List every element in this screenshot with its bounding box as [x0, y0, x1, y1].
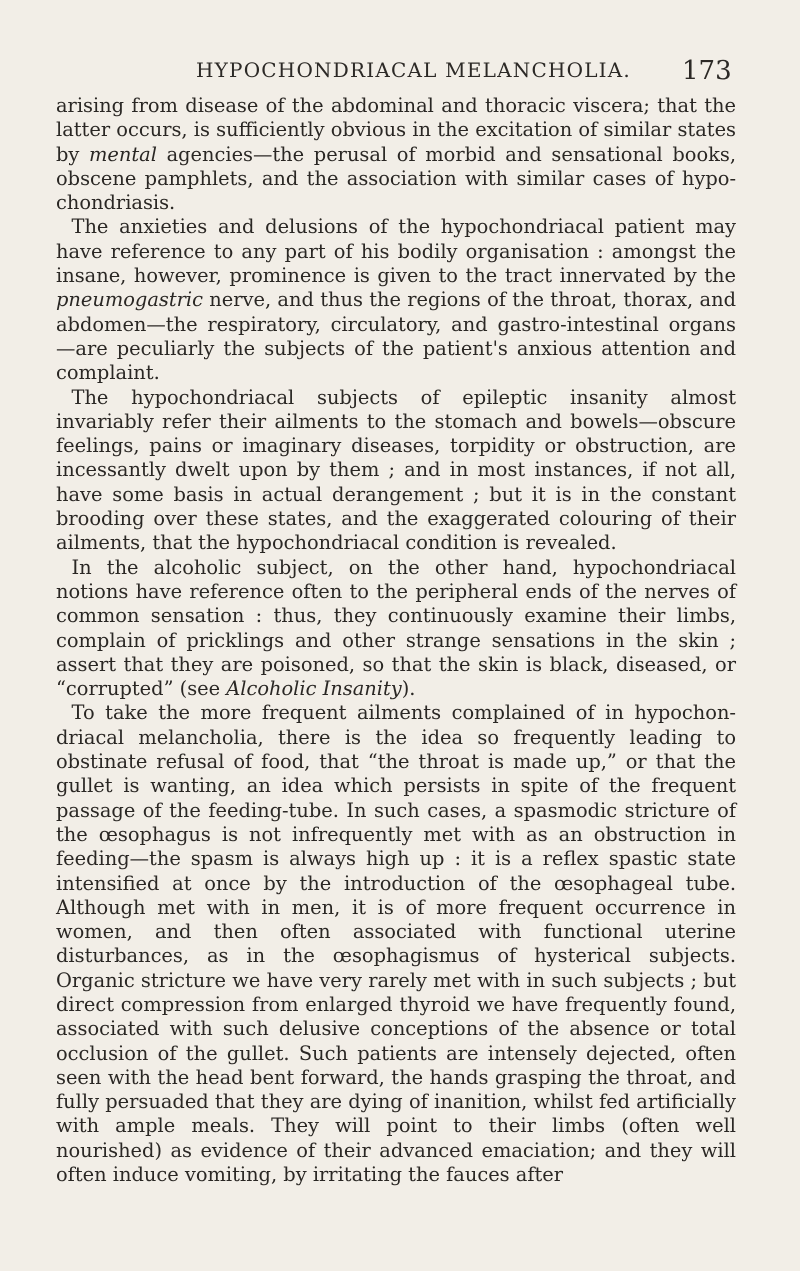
- text-segment: In the alcoholic subject, on the other hand, hypochondriacal notions have reference often to the peripheral ends of the nerves of common sensation : thus, they continuously examine their limbs, complain of pricklings and other strange sensations in the skin ; assert that they are poisoned, so that the skin is black, diseased, or “corrupted” (see: [56, 555, 736, 701]
- page-header: [0, 58, 800, 98]
- text-segment: To take the more frequent ailments complained of in hypochon-driacal melancholia, there is the idea so frequently leading to obstinate refusal of food, that “the throat is made up,” or that the gullet is wanting, an idea which persists in spite of the frequent passage of the feeding-tube. In such cases, a spasmodic stricture of the œsophagus is not infrequently met with as an obstruction in feeding—the spasm is always high up : it is a reflex spastic state intensified at once by the introduction of the œsophageal tube. Although met with in men, it is of more frequent occurrence in women, and then often associated with functional uterine disturbances, as in the œsophagismus of hysterical subjects. Organic stricture we have very rarely met with in such subjects ; but direct compression from enlarged thyroid we have frequently found, associated with such delusive conceptions of the absence or total occlusion of the gullet. Such patients are intensely dejected, often seen with the head bent forward, the hands grasping the throat, and fully persuaded that they are dying of inanition, whilst fed artificially with ample meals. They will point to their limbs (often well nourished) as evidence of their advanced emaciation; and they will often induce vomiting, by irritating the fauces after: [56, 701, 736, 1187]
- text-segment: The anxieties and delusions of the hypochondriacal patient may have reference to any part of his bodily organisation : amongst the insane, however, prominence is given to the tract innervated by the: [56, 215, 736, 288]
- text-segment: The hypochondriacal subjects of epileptic insanity almost invariably refer their ailments to the stomach and bowels—obscure feelings, pains or imaginary diseases, torpidity or obstruction, are incessantly dwelt upon by them ; and in most instances, if not all, have some basis in actual derangement ; but it is in the constant brooding over these states, and the exaggerated colouring of their ailments, that the hypochondriacal condition is revealed.: [56, 385, 736, 555]
- paragraph: [56, 94, 736, 215]
- text-segment: ).: [401, 677, 416, 701]
- running-title: HYPOCHONDRIACAL MELANCHOLIA.: [196, 58, 631, 82]
- body-text: [56, 94, 736, 1187]
- italic-segment: pneumogastric: [56, 288, 203, 312]
- page-number: 173: [682, 56, 732, 86]
- text-segment: arising from disease of the abdominal and thoracic viscera; that the latter occurs, is sufficiently obvious in the excitation of similar states by: [56, 94, 736, 166]
- text-segment: nerve, and thus the regions of the throat, thorax, and abdomen—the respiratory, circulatory, and gastro-intestinal organs—are peculiarly the subjects of the patient's anxious attention and complaint.: [56, 288, 736, 385]
- italic-segment: mental: [89, 142, 157, 166]
- text-segment: agencies—the perusal of morbid and sensational books, obscene pamphlets, and the association with similar cases of hypo-chondriasis.: [56, 142, 737, 215]
- paragraph: [56, 215, 736, 385]
- paragraph: [56, 386, 736, 556]
- paragraph: [56, 556, 736, 702]
- paragraph: [56, 701, 736, 1187]
- italic-segment: Alcoholic Insanity: [226, 677, 402, 701]
